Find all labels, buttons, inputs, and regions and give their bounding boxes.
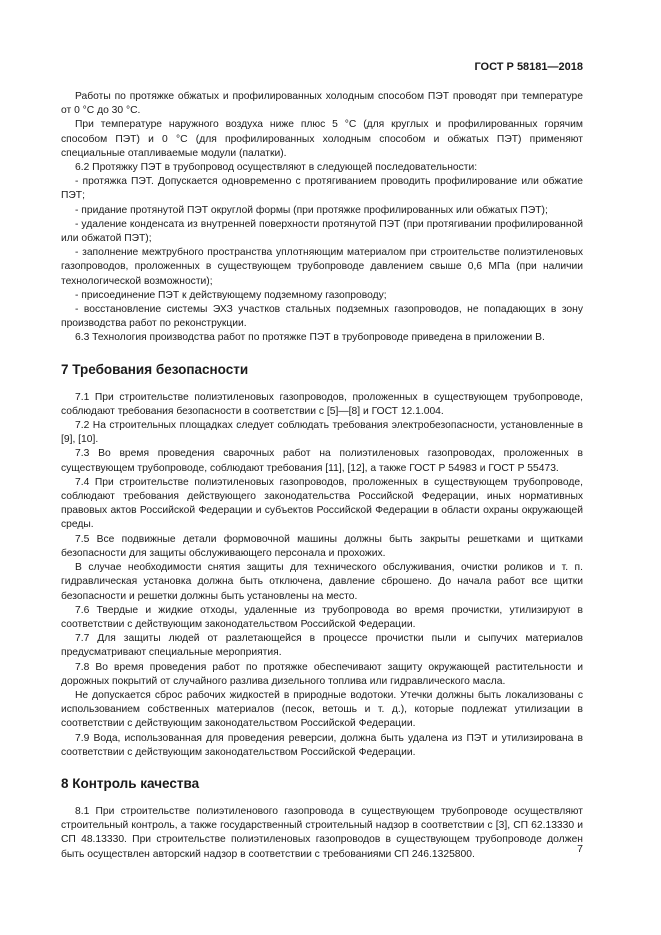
paragraph: Не допускается сброс рабочих жидкостей в природные водотоки. Утечки должны быть локализованы с использованием собственных материалов (песок, ветошь и т. д.), которые подлежат утилизации в соответствии с действующим законодательством Российской Федерации. [61, 689, 583, 730]
list-item: - заполнение межтрубного пространства уплотняющим материалом при строительстве полиэтиленовых газопроводов, проложенных в существующем трубопроводе давлением свыше 0,6 МПа (при наличии технологической возможности); [61, 247, 583, 287]
document-body [61, 90, 583, 862]
page-number: 7 [577, 843, 583, 855]
paragraph: 7.1 При строительстве полиэтиленовых газопроводов, проложенных в существующем трубопроводе, соблюдают требования безопасности в соответствии с [5]—[8] и ГОСТ 12.1.004. [61, 391, 583, 417]
paragraph: 7.7 Для защиты людей от разлетающейся в процессе прочистки пыли и сыпучих материалов предусматривают специальные мероприятия. [61, 633, 583, 659]
paragraph: 7.9 Вода, использованная для проведения реверсии, должна быть удалена из ПЭТ и утилизирована в соответствии с действующим законодательством Российской Федерации. [61, 732, 583, 758]
section-heading: 8 Контроль качества [61, 775, 200, 791]
paragraph: 7.4 При строительстве полиэтиленовых газопроводов, проложенных в существующем трубопроводе, соблюдают требования действующего законодательства Российской Федерации, иных нормативных правовых актов Российской Федерации и субъектов Российской Федерации в области охраны окружающей среды. [61, 476, 583, 531]
paragraph: 7.5 Все подвижные детали формовочной машины должны быть закрыты решетками и щитками безопасности для защиты обслуживающего персонала и прохожих. [61, 533, 583, 559]
section-heading: 7 Требования безопасности [61, 361, 249, 377]
paragraph: 7.2 На строительных площадках следует соблюдать требования электробезопасности, установленные в [9], [10]. [61, 420, 583, 446]
list-item: - протяжка ПЭТ. Допускается одновременно с протягиванием проводить профилирование или обжатие ПЭТ; [61, 176, 583, 202]
document-code: ГОСТ Р 58181—2018 [474, 61, 583, 73]
paragraph: 6.2 Протяжку ПЭТ в трубопровод осуществляют в следующей последовательности: [75, 162, 478, 174]
paragraph: При температуре наружного воздуха ниже плюс 5 °С (для круглых и профилированных горячим способом ПЭТ) и 0 °С (для профилированных холодным способом и обжатых ПЭТ) применяют специальные отапливаемые модули (палатки). [61, 119, 583, 159]
paragraph: Работы по протяжке обжатых и профилированных холодным способом ПЭТ проводят при температуре от 0 °С до 30 °С. [61, 91, 583, 117]
paragraph: В случае необходимости снятия защиты для технического обслуживания, очистки роликов и т. п. гидравлическая установка должна быть отключена, давление сброшено. До начала работ все щитки безопасности и решетки должны быть установлены на место. [61, 562, 583, 602]
list-item: - придание протянутой ПЭТ округлой формы (при протяжке профилированных или обжатых ПЭТ); [75, 204, 548, 216]
list-item: - присоединение ПЭТ к действующему подземному газопроводу; [75, 289, 387, 301]
paragraph: 7.8 Во время проведения работ по протяжке обеспечивают защиту окружающей растительности и дорожных покрытий от случайного разлива дизельного топлива или гидравлического масла. [61, 661, 583, 687]
paragraph: 6.3 Технология производства работ по протяжке ПЭТ в трубопроводе приведена в приложении В. [75, 332, 545, 344]
paragraph: 7.3 Во время проведения сварочных работ на полиэтиленовых газопроводах, проложенных в существующем трубопроводе, соблюдают требования [11], [12], а также ГОСТ Р 54983 и ГОСТ Р 55473. [61, 448, 583, 474]
paragraph: 7.6 Твердые и жидкие отходы, удаленные из трубопровода во время прочистки, утилизируют в соответствии с действующим законодательством Российской Федерации. [61, 604, 583, 630]
list-item: - восстановление системы ЭХЗ участков стальных подземных газопроводов, не попадающих в зону производства работ по реконструкции. [61, 304, 583, 330]
list-item: - удаление конденсата из внутренней поверхности протянутой ПЭТ (при протягивании профилированной или обжатой ПЭТ); [61, 218, 583, 245]
paragraph: 8.1 При строительстве полиэтиленового газопровода в существующем трубопроводе осуществляют строительный контроль, а также государственный строительный надзор в соответствии с [3], СП 62.13330 и СП 48.13330. При строительстве полиэтиленовых газопроводов в существующем трубопроводе должен быть осуществлен авторский надзор в соответствии с требованиями СП 246.1325800. [61, 805, 583, 860]
